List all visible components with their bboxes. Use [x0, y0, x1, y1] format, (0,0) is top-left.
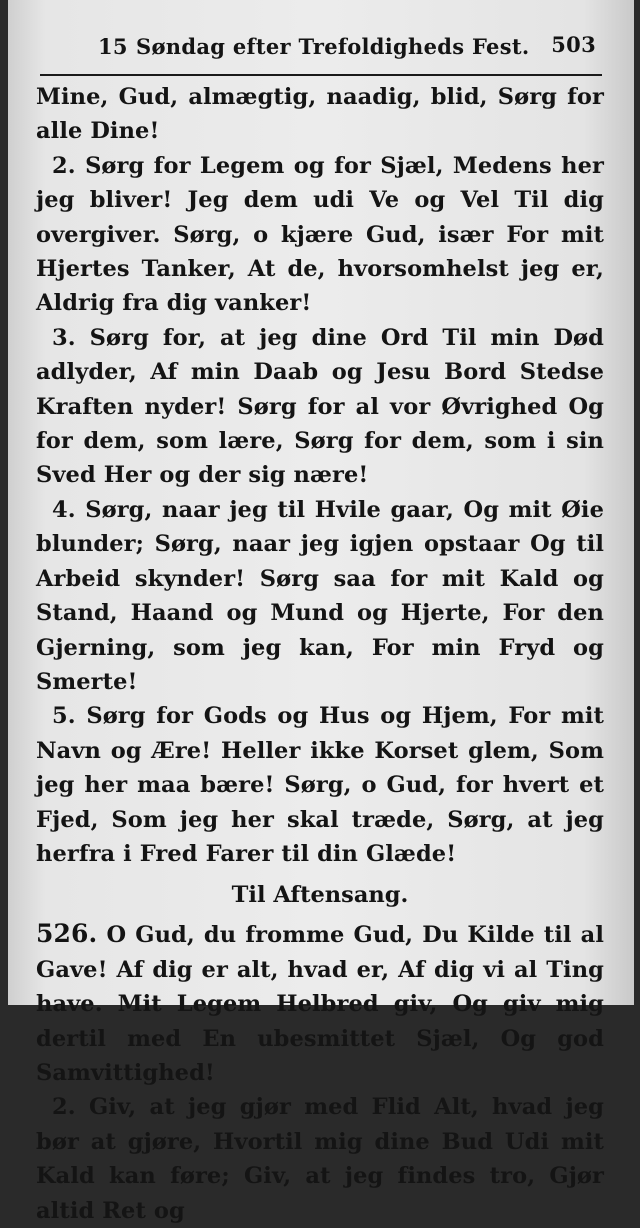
hymn-526-text	[36, 917, 604, 1228]
paragraph-continuation: Mine, Gud, almægtig, naadig, blid, Sørg for alle Dine!	[36, 84, 604, 145]
hymn-526-first-paragraph: O Gud, du fromme Gud, Du Kilde til al Gave! Af dig er alt, hvad er, Af dig vi al Ting have. Mit Legem Helbred giv, Og giv mig dertil med En ubesmittet Sjæl, Og god Samvittighed!	[36, 922, 604, 1086]
hymn-526-verse-2: 2. Giv, at jeg gjør med Flid Alt, hvad jeg bør at gjøre, Hvortil mig dine Bud Udi mit Kald kan føre; Giv, at jeg findes tro, Gjør altid Ret og	[36, 1094, 604, 1224]
verse-3: 3. Sørg for, at jeg dine Ord Til min Død adlyder, Af min Daab og Jesu Bord Stedse Kraften nyder! Sørg for al vor Øvrighed Og for dem, som lære, Sørg for dem, som i sin Sved Her og der sig nære!	[36, 324, 604, 489]
sunday-number: 15	[98, 34, 128, 59]
page-number: 503	[551, 32, 596, 57]
header-rule	[40, 74, 602, 76]
verse-5: 5. Sørg for Gods og Hus og Hjem, For mit Navn og Ære! Heller ikke Korset glem, Som jeg her maa bære! Sørg, o Gud, for hvert et Fjed, Som jeg her skal træde, Sørg, at jeg herfra i Fred Farer til din Glæde!	[36, 703, 604, 867]
hymn-526-verse-1	[36, 917, 604, 1090]
verse-4: 4. Sørg, naar jeg til Hvile gaar, Og mit Øie blunder; Sørg, naar jeg igjen opstaar Og til Arbeid skynder! Sørg saa for mit Kald og Stand, Haand og Mund og Hjerte, For den Gjerning, som jeg kan, For min Fryd og Smerte!	[36, 496, 604, 695]
section-title: Til Aftensang.	[231, 882, 409, 909]
header-title: Søndag efter Trefoldigheds Fest.	[136, 34, 530, 59]
hymn-text	[36, 80, 604, 871]
hymn-number: 526.	[36, 919, 98, 949]
verse-2: 2. Sørg for Legem og for Sjæl, Medens her jeg bliver! Jeg dem udi Ve og Vel Til dig overgiver. Sørg, o kjære Gud, især For mit Hjertes Tanker, At de, hvorsomhelst jeg er, Aldrig fra dig vanker!	[36, 152, 604, 317]
running-header	[36, 28, 604, 68]
book-page	[8, 0, 634, 1224]
